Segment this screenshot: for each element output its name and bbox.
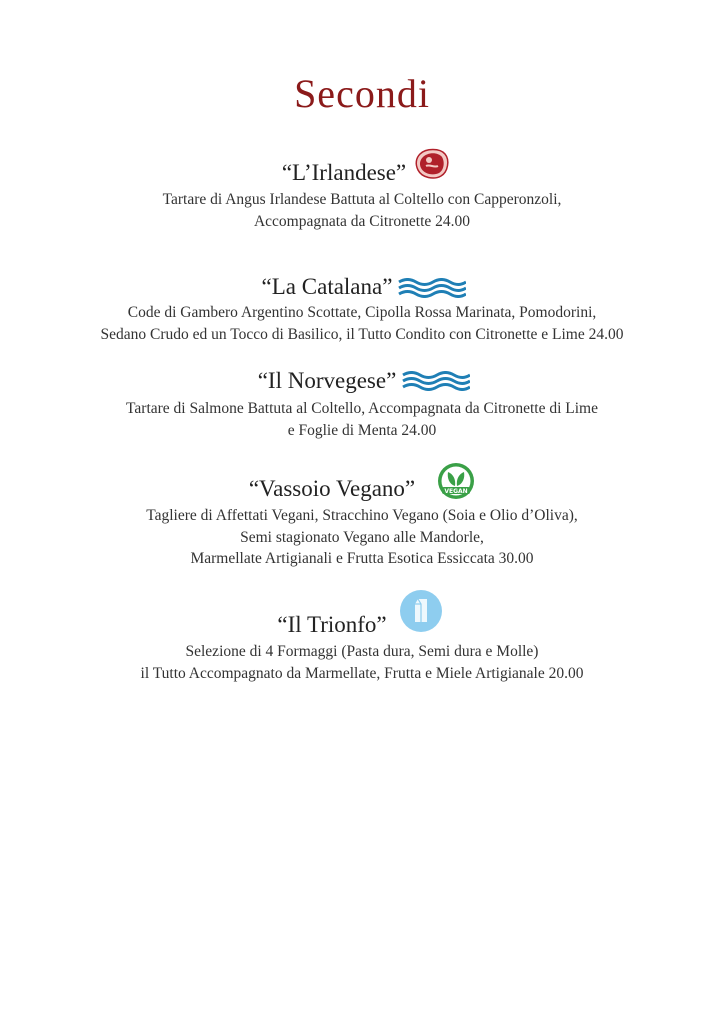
- dish-name: “L’Irlandese”: [281, 160, 407, 185]
- dish-description: Sedano Crudo ed un Tocco di Basilico, il Tutto Condito con Citronette e Lime 24.00: [100, 326, 624, 343]
- dish-description: Tagliere di Affettati Vegani, Stracchino Vegano (Soia e Olio d’Oliva),: [146, 507, 578, 524]
- dish-description: Semi stagionato Vegano alle Mandorle,: [240, 529, 484, 546]
- sea-waves-icon: [398, 278, 466, 298]
- dish-description: Tartare di Salmone Battuta al Coltello, Accompagnata da Citronette di Lime: [126, 400, 598, 417]
- vegan-badge-text: VEGAN: [444, 488, 468, 495]
- dish-name: “Il Norvegese”: [257, 368, 397, 393]
- dish-description: Code di Gambero Argentino Scottate, Cipolla Rossa Marinata, Pomodorini,: [127, 304, 597, 321]
- dish-description: Marmellate Artigianali e Frutta Esotica Essiccata 30.00: [190, 550, 534, 567]
- meat-steak-icon: [414, 148, 450, 180]
- section-title: Secondi: [294, 71, 430, 116]
- dish-description: Selezione di 4 Formaggi (Pasta dura, Semi dura e Molle): [185, 643, 539, 660]
- sea-waves-icon: [402, 371, 470, 391]
- dish-description: il Tutto Accompagnato da Marmellate, Frutta e Miele Artigianale 20.00: [140, 665, 584, 682]
- vegan-badge-icon: [437, 462, 475, 500]
- dish-name: “Vassoio Vegano”: [248, 476, 416, 501]
- dish-description: Accompagnata da Citronette 24.00: [253, 213, 471, 230]
- dish-description: e Foglie di Menta 24.00: [287, 422, 437, 439]
- dish-name: “La Catalana”: [261, 274, 393, 299]
- milk-carton-icon: [400, 590, 442, 632]
- dish-name: “Il Trionfo”: [277, 612, 387, 637]
- dish-description: Tartare di Angus Irlandese Battuta al Coltello con Capperonzoli,: [162, 191, 562, 208]
